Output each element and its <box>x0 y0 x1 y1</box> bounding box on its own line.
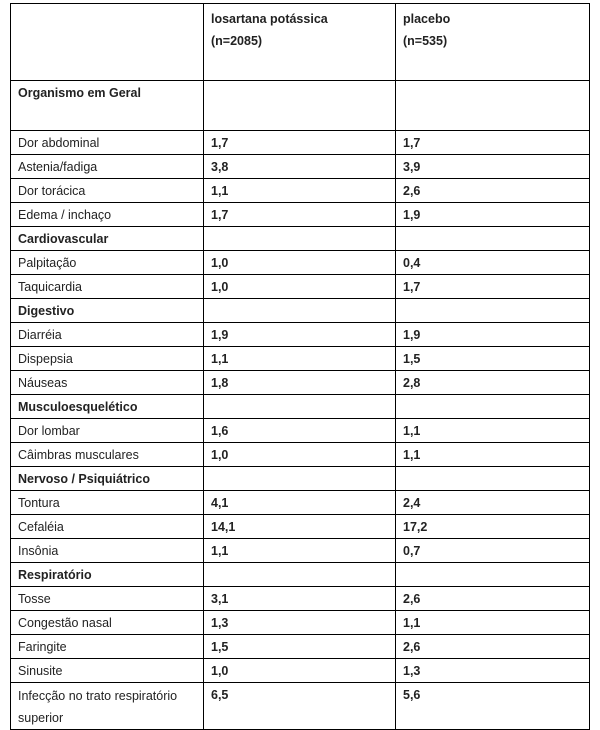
placebo-value: 1,3 <box>396 659 590 683</box>
placebo-value: 2,8 <box>396 371 590 395</box>
event-label: Náuseas <box>11 371 204 395</box>
losartana-value: 1,1 <box>204 539 396 563</box>
event-label: Dor lombar <box>11 419 204 443</box>
section-title: Nervoso / Psiquiátrico <box>11 467 204 491</box>
placebo-value: 1,7 <box>396 131 590 155</box>
table-row <box>11 611 590 635</box>
section-empty-cell <box>204 395 396 419</box>
event-label: Dispepsia <box>11 347 204 371</box>
section-empty-cell <box>396 395 590 419</box>
table-row <box>11 659 590 683</box>
table-row <box>11 323 590 347</box>
table-row <box>11 155 590 179</box>
losartana-value: 1,9 <box>204 323 396 347</box>
section-empty-cell <box>396 467 590 491</box>
event-label: Insônia <box>11 539 204 563</box>
section-empty-cell <box>396 299 590 323</box>
event-label: Palpitação <box>11 251 204 275</box>
placebo-value: 1,5 <box>396 347 590 371</box>
losartana-value: 1,7 <box>204 131 396 155</box>
placebo-value: 2,6 <box>396 635 590 659</box>
section-header-row <box>11 563 590 587</box>
adverse-events-table <box>10 3 590 730</box>
table-row <box>11 443 590 467</box>
section-empty-cell <box>396 81 590 131</box>
header-losartana-n: (n=2085) <box>211 34 263 48</box>
losartana-value: 1,8 <box>204 371 396 395</box>
section-empty-cell <box>204 81 396 131</box>
header-cell-empty <box>11 4 204 81</box>
event-label: Tontura <box>11 491 204 515</box>
header-losartana-name: losartana potássica <box>211 12 328 26</box>
losartana-value: 1,1 <box>204 347 396 371</box>
placebo-value: 1,1 <box>396 611 590 635</box>
section-empty-cell <box>204 227 396 251</box>
table-row <box>11 347 590 371</box>
event-label: Congestão nasal <box>11 611 204 635</box>
event-label: Taquicardia <box>11 275 204 299</box>
event-label: Cefaléia <box>11 515 204 539</box>
section-empty-cell <box>204 563 396 587</box>
losartana-value: 1,6 <box>204 419 396 443</box>
table-row <box>11 539 590 563</box>
event-label: Astenia/fadiga <box>11 155 204 179</box>
section-title: Digestivo <box>11 299 204 323</box>
section-title: Musculoesquelético <box>11 395 204 419</box>
table-row <box>11 419 590 443</box>
placebo-value: 3,9 <box>396 155 590 179</box>
section-empty-cell <box>396 563 590 587</box>
section-empty-cell <box>204 467 396 491</box>
table-row <box>11 203 590 227</box>
placebo-value: 17,2 <box>396 515 590 539</box>
section-header-row <box>11 395 590 419</box>
placebo-value: 5,6 <box>396 683 590 730</box>
section-header-row <box>11 227 590 251</box>
placebo-value: 1,1 <box>396 419 590 443</box>
section-title: Cardiovascular <box>11 227 204 251</box>
losartana-value: 1,7 <box>204 203 396 227</box>
header-placebo-name: placebo <box>403 12 451 26</box>
event-label: Sinusite <box>11 659 204 683</box>
placebo-value: 2,6 <box>396 179 590 203</box>
header-cell-losartana <box>204 4 396 81</box>
placebo-value: 1,9 <box>396 203 590 227</box>
losartana-value: 3,8 <box>204 155 396 179</box>
event-label: Infecção no trato respiratório superior <box>11 683 204 730</box>
losartana-value: 1,3 <box>204 611 396 635</box>
table-row <box>11 371 590 395</box>
section-title: Respiratório <box>11 563 204 587</box>
losartana-value: 14,1 <box>204 515 396 539</box>
losartana-value: 4,1 <box>204 491 396 515</box>
losartana-value: 1,1 <box>204 179 396 203</box>
event-label: Edema / inchaço <box>11 203 204 227</box>
losartana-value: 6,5 <box>204 683 396 730</box>
placebo-value: 0,7 <box>396 539 590 563</box>
table-row <box>11 491 590 515</box>
table-row <box>11 251 590 275</box>
header-placebo-n: (n=535) <box>403 34 448 48</box>
event-label: Dor torácica <box>11 179 204 203</box>
table-row <box>11 635 590 659</box>
table-row <box>11 587 590 611</box>
table-row <box>11 275 590 299</box>
losartana-value: 1,0 <box>204 443 396 467</box>
losartana-value: 1,0 <box>204 251 396 275</box>
losartana-value: 1,0 <box>204 659 396 683</box>
table-row <box>11 683 590 730</box>
event-label: Diarréia <box>11 323 204 347</box>
placebo-value: 2,4 <box>396 491 590 515</box>
table-row <box>11 131 590 155</box>
placebo-value: 1,9 <box>396 323 590 347</box>
header-cell-placebo <box>396 4 590 81</box>
event-label: Dor abdominal <box>11 131 204 155</box>
losartana-value: 3,1 <box>204 587 396 611</box>
event-label: Câimbras musculares <box>11 443 204 467</box>
event-label: Faringite <box>11 635 204 659</box>
adverse-events-table-container <box>10 3 590 730</box>
section-header-row <box>11 81 590 131</box>
losartana-value: 1,0 <box>204 275 396 299</box>
table-header-row <box>11 4 590 81</box>
section-empty-cell <box>396 227 590 251</box>
placebo-value: 0,4 <box>396 251 590 275</box>
section-header-row <box>11 467 590 491</box>
table-row <box>11 179 590 203</box>
section-empty-cell <box>204 299 396 323</box>
placebo-value: 1,7 <box>396 275 590 299</box>
table-row <box>11 515 590 539</box>
event-label: Tosse <box>11 587 204 611</box>
section-title: Organismo em Geral <box>11 81 204 131</box>
placebo-value: 2,6 <box>396 587 590 611</box>
losartana-value: 1,5 <box>204 635 396 659</box>
placebo-value: 1,1 <box>396 443 590 467</box>
section-header-row <box>11 299 590 323</box>
